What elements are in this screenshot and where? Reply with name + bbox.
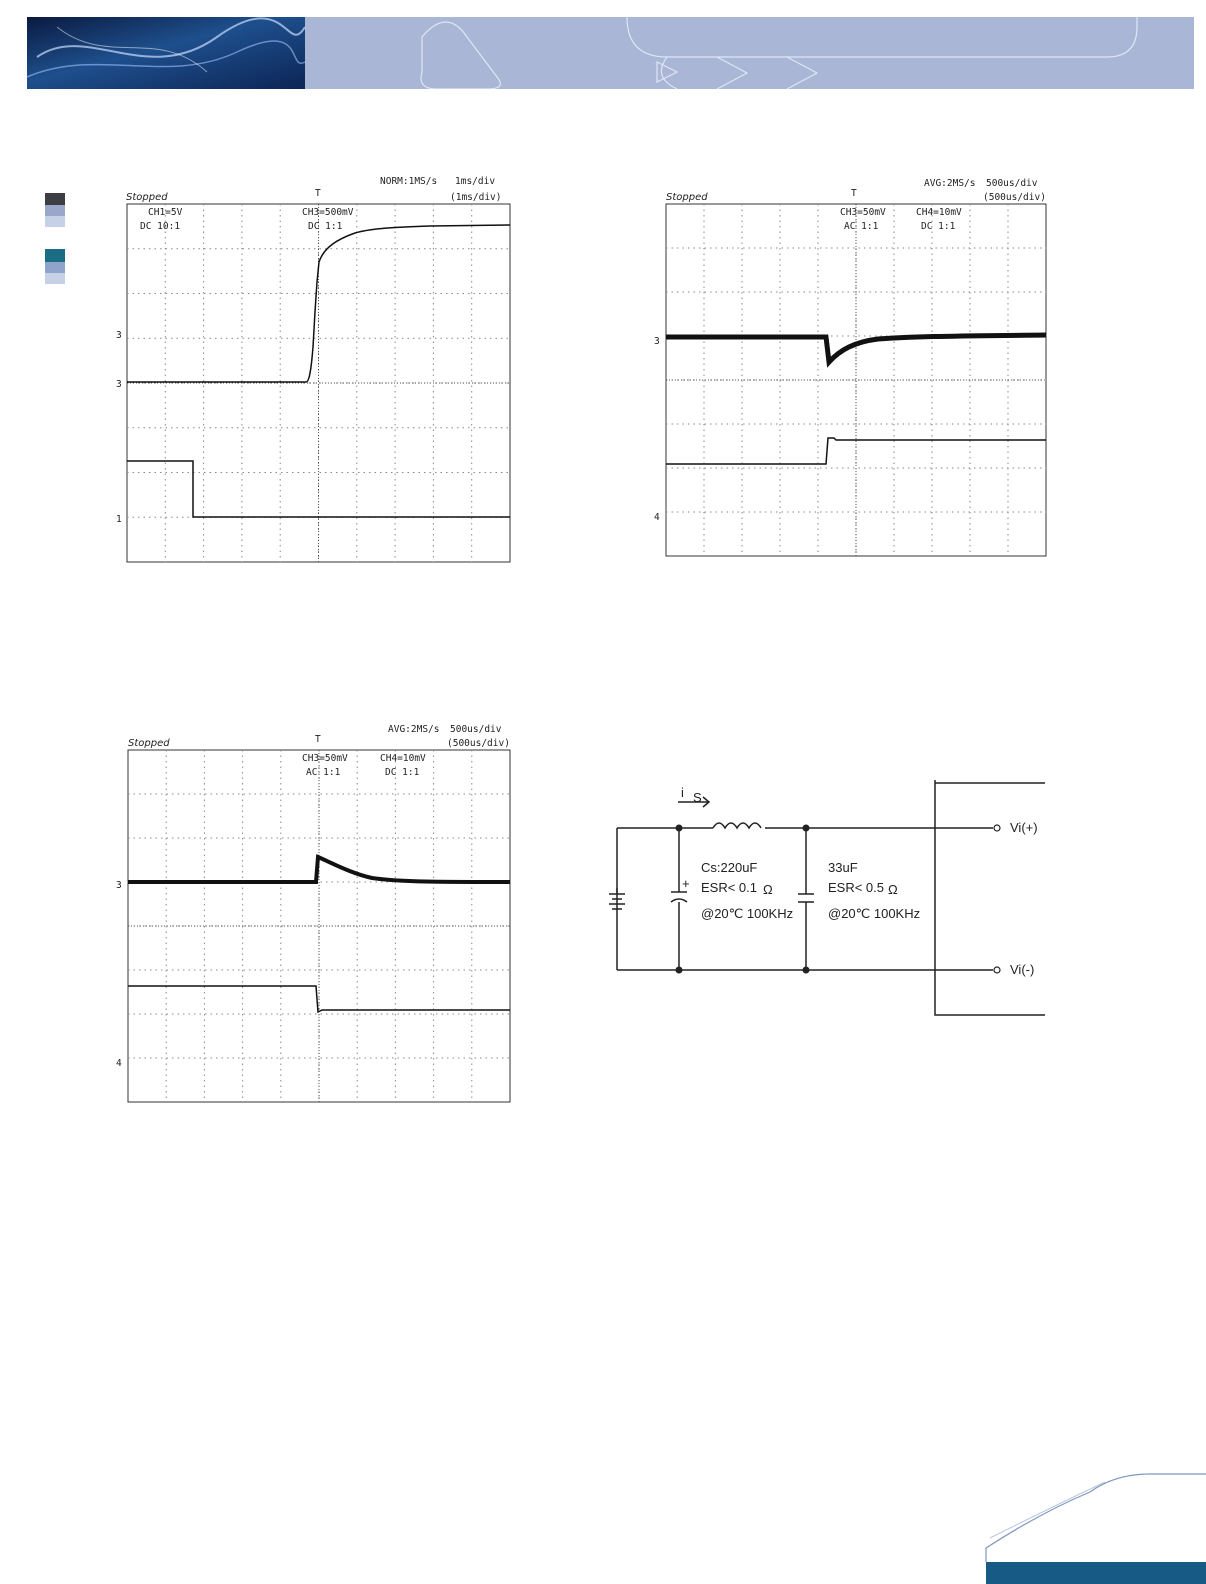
c2-value: 33uF bbox=[828, 860, 858, 875]
legend-swatch bbox=[45, 262, 65, 273]
trigger-marker: T bbox=[315, 188, 321, 199]
polarity-plus: + bbox=[682, 876, 690, 891]
cs-esr: ESR< 0.1 bbox=[701, 880, 758, 895]
current-subscript: S bbox=[693, 790, 702, 805]
ground-marker-ch3: 3 bbox=[116, 880, 122, 891]
input-filter-circuit bbox=[605, 780, 1055, 1030]
scope-timebase: 500us/div bbox=[986, 178, 1038, 189]
ground-marker-ch3b: 3 bbox=[116, 379, 122, 390]
junction-node bbox=[803, 825, 810, 832]
vin-plus-label: Vi(+) bbox=[1010, 820, 1038, 835]
trigger-marker: T bbox=[851, 188, 857, 199]
scope-status: Stopped bbox=[666, 192, 708, 203]
ground-marker-ch3: 3 bbox=[116, 330, 122, 341]
scope-capture-2 bbox=[648, 172, 1058, 572]
channel-b-label: CH4=10mV bbox=[916, 207, 962, 218]
scope-timebase-paren: (500us/div) bbox=[983, 192, 1046, 203]
legend-swatch bbox=[45, 249, 65, 262]
terminal-vin-plus bbox=[994, 825, 1000, 831]
vin-minus-label: Vi(-) bbox=[1010, 962, 1035, 977]
ground-marker-ch3: 3 bbox=[654, 336, 660, 347]
scope-capture-1 bbox=[110, 172, 520, 572]
channel-b-coupling: DC 1:1 bbox=[385, 767, 420, 778]
ground-marker-ch4: 4 bbox=[116, 1058, 122, 1069]
terminal-vin-minus bbox=[994, 967, 1000, 973]
ground-marker-ch4: 4 bbox=[654, 512, 660, 523]
scope-timebase-paren: (1ms/div) bbox=[450, 192, 502, 203]
channel-b-label: CH4=10mV bbox=[380, 753, 426, 764]
capacitor-symbol bbox=[798, 894, 814, 902]
legend-swatch bbox=[45, 216, 65, 227]
electrolytic-capacitor-symbol bbox=[671, 899, 687, 902]
footer-decoration bbox=[980, 1468, 1206, 1584]
current-label: i bbox=[681, 785, 684, 800]
scope-timebase: 500us/div bbox=[450, 724, 502, 735]
junction-node bbox=[803, 967, 810, 974]
cs-value: Cs:220uF bbox=[701, 860, 758, 875]
channel-a-coupling: DC 10:1 bbox=[140, 221, 181, 232]
channel-a-coupling: AC 1:1 bbox=[844, 221, 879, 232]
legend-swatch bbox=[45, 205, 65, 216]
channel-a-label: CH3=50mV bbox=[302, 753, 348, 764]
channel-b-label: CH3=500mV bbox=[302, 207, 354, 218]
scope-capture-3 bbox=[110, 718, 520, 1118]
scope-status: Stopped bbox=[126, 192, 168, 203]
scope-mode: NORM:1MS/s bbox=[380, 176, 438, 187]
scope-timebase-paren: (500us/div) bbox=[447, 738, 510, 749]
c2-esr: ESR< 0.5 bbox=[828, 880, 885, 895]
footer-bar bbox=[986, 1562, 1206, 1584]
junction-node bbox=[676, 967, 683, 974]
legend-swatch bbox=[45, 193, 65, 205]
trigger-marker: T bbox=[315, 734, 321, 745]
ground-marker-ch1: 1 bbox=[116, 514, 122, 525]
header-banner bbox=[27, 17, 1194, 89]
channel-a-label: CH1=5V bbox=[148, 207, 183, 218]
c2-condition: @20℃ 100KHz bbox=[828, 906, 921, 921]
inductor-symbol bbox=[713, 823, 761, 828]
converter-box bbox=[935, 780, 1045, 1015]
channel-b-coupling: DC 1:1 bbox=[921, 221, 956, 232]
channel-a-coupling: AC 1:1 bbox=[306, 767, 341, 778]
c2-ohm: Ω bbox=[888, 882, 898, 897]
cs-ohm: Ω bbox=[763, 882, 773, 897]
channel-b-coupling: DC 1:1 bbox=[308, 221, 343, 232]
scope-timebase: 1ms/div bbox=[455, 176, 496, 187]
header-photo bbox=[27, 17, 305, 89]
scope-status: Stopped bbox=[128, 738, 170, 749]
scope-mode: AVG:2MS/s bbox=[924, 178, 976, 189]
legend-swatch bbox=[45, 273, 65, 284]
channel-a-label: CH3=50mV bbox=[840, 207, 886, 218]
cs-condition: @20℃ 100KHz bbox=[701, 906, 794, 921]
scope-mode: AVG:2MS/s bbox=[388, 724, 440, 735]
junction-node bbox=[676, 825, 683, 832]
